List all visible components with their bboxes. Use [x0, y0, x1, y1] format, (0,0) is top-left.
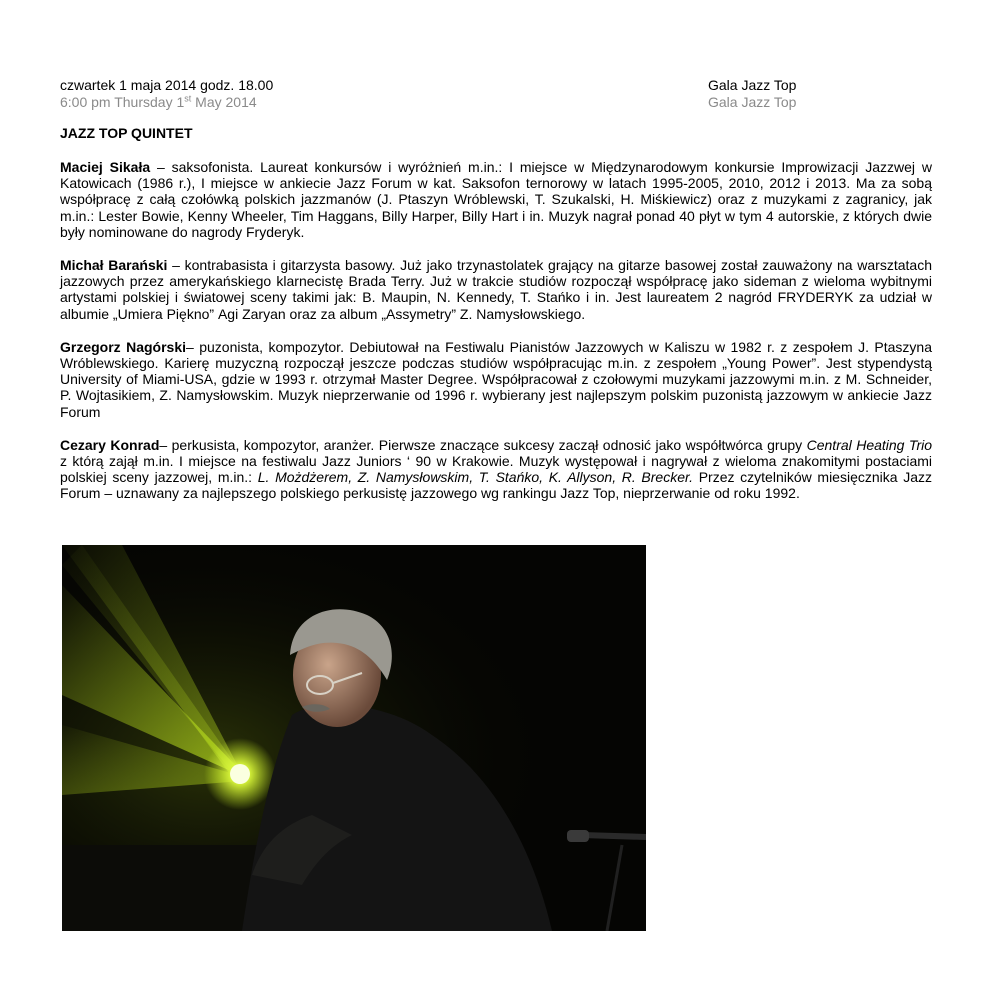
event-date-pl: czwartek 1 maja 2014 godz. 18.00 — [60, 77, 274, 93]
event-name-pl: Gala Jazz Top — [708, 77, 797, 93]
concert-photo-icon — [62, 545, 646, 931]
band-title: JAZZ TOP QUINTET — [60, 125, 193, 141]
event-header — [60, 77, 932, 111]
bio-paragraph-baranski — [60, 257, 932, 322]
musician-name: Cezary Konrad — [60, 436, 160, 453]
bio-paragraph-sikala — [60, 159, 932, 240]
event-name — [708, 77, 796, 111]
event-date-en: 6:00 pm Thursday 1st May 2014 — [60, 93, 257, 110]
bio-text: – saksofonista. Laureat konkursów i wyróżnień m.in.: I miejsce w Międzynarodowym konkursie Improwizacji Jazzwej w Katowicach (1986 r.), I miejsce w ankiecie Jazz Forum w kat. Saksofon ternorowy w latach 1995-2005, 2010, 2012 i 2013. Ma za sobą współpracę z całą czołówką polskich jazzmanów (J. Ptaszyn Wróblewski, T. Szukalski, H. Miśkiewicz) oraz z muzykami z zagranicy, jak m.in.: Lester Bowie, Kenny Wheeler, Tim Haggans, Billy Harper, Billy Hart i in. Muzyk nagrał ponad 40 płyt w tym 4 autorskie, z których dwie były nominowane do nagrody Fryderyk. — [60, 159, 932, 240]
bio-paragraph-konrad: Cezary Konrad– perkusista, kompozytor, aranżer. Pierwsze znaczące sukcesy zaczął odnosić jako współtwórca grupy Central Heating Trio z którą zajął m.in. I miejsce na festiwalu Jazz Juniors ‘ 90 w Krakowie. Muzyk występował i nagrywał z wieloma znakomitymi postaciami polskiej sceny jazzowej, m.in.: L. Możdżerem, Z. Namysłowskim, T. Stańko, K. Allyson, R. Brecker. Przez czytelników miesięcznika Jazz Forum – uznawany za najlepszego polskiego perkusistę jazzowego wg rankingu Jazz Top, nieprzerwanie od roku 1992. — [60, 436, 932, 502]
musician-name: Grzegorz Nagórski — [60, 338, 187, 355]
bio-paragraph-nagorski — [60, 339, 932, 420]
event-name-en: Gala Jazz Top — [708, 94, 797, 110]
musician-name: Michał Barański — [60, 257, 168, 274]
bio-text: – kontrabasista i gitarzysta basowy. Już jako trzynastolatek grający na gitarze basowej został zauważony na warsztatach jazzowych przez amerykańskiego klarnecistę Brada Terry. Już w trakcie studiów rozpoczął współpracę jako sideman z wieloma wybitnymi artystami polskiej i światowej sceny takimi jak: B. Maupin, N. Kennedy, T. Stańko i in. Jest laureatem 2 nagród FRYDERYK za udział w albumie „Umiera Pięknо” Agi Zaryan oraz za album „Assymetry” Z. Namysłowskiego. — [60, 257, 932, 322]
document-page — [60, 77, 932, 502]
musician-photo — [62, 545, 646, 931]
bio-text: – puzonista, kompozytor. Debiutował na Festiwalu Pianistów Jazzowych w Kaliszu w 1982 r. z zespołem J. Ptaszyna Wróblewskiego. Karierę muzyczną rozpoczął jeszcze podczas studiów współpracując m.in. z zespołem „Young Power”. Jest stypendystą University of Miami-USA, gdzie w 1993 r. otrzymał Master Degree. Współpracował z czołowymi muzykami jazzowymi m.in. z M. Schneider, P. Wojtasikiem, Z. Namysłowskim. Muzyk nieprzerwanie od 1996 r. wybierany jest najlepszym polskim puzonistą jazzowym w ankiecie Jazz Forum — [60, 338, 932, 420]
musician-name: Maciej Sikała — [60, 159, 151, 175]
